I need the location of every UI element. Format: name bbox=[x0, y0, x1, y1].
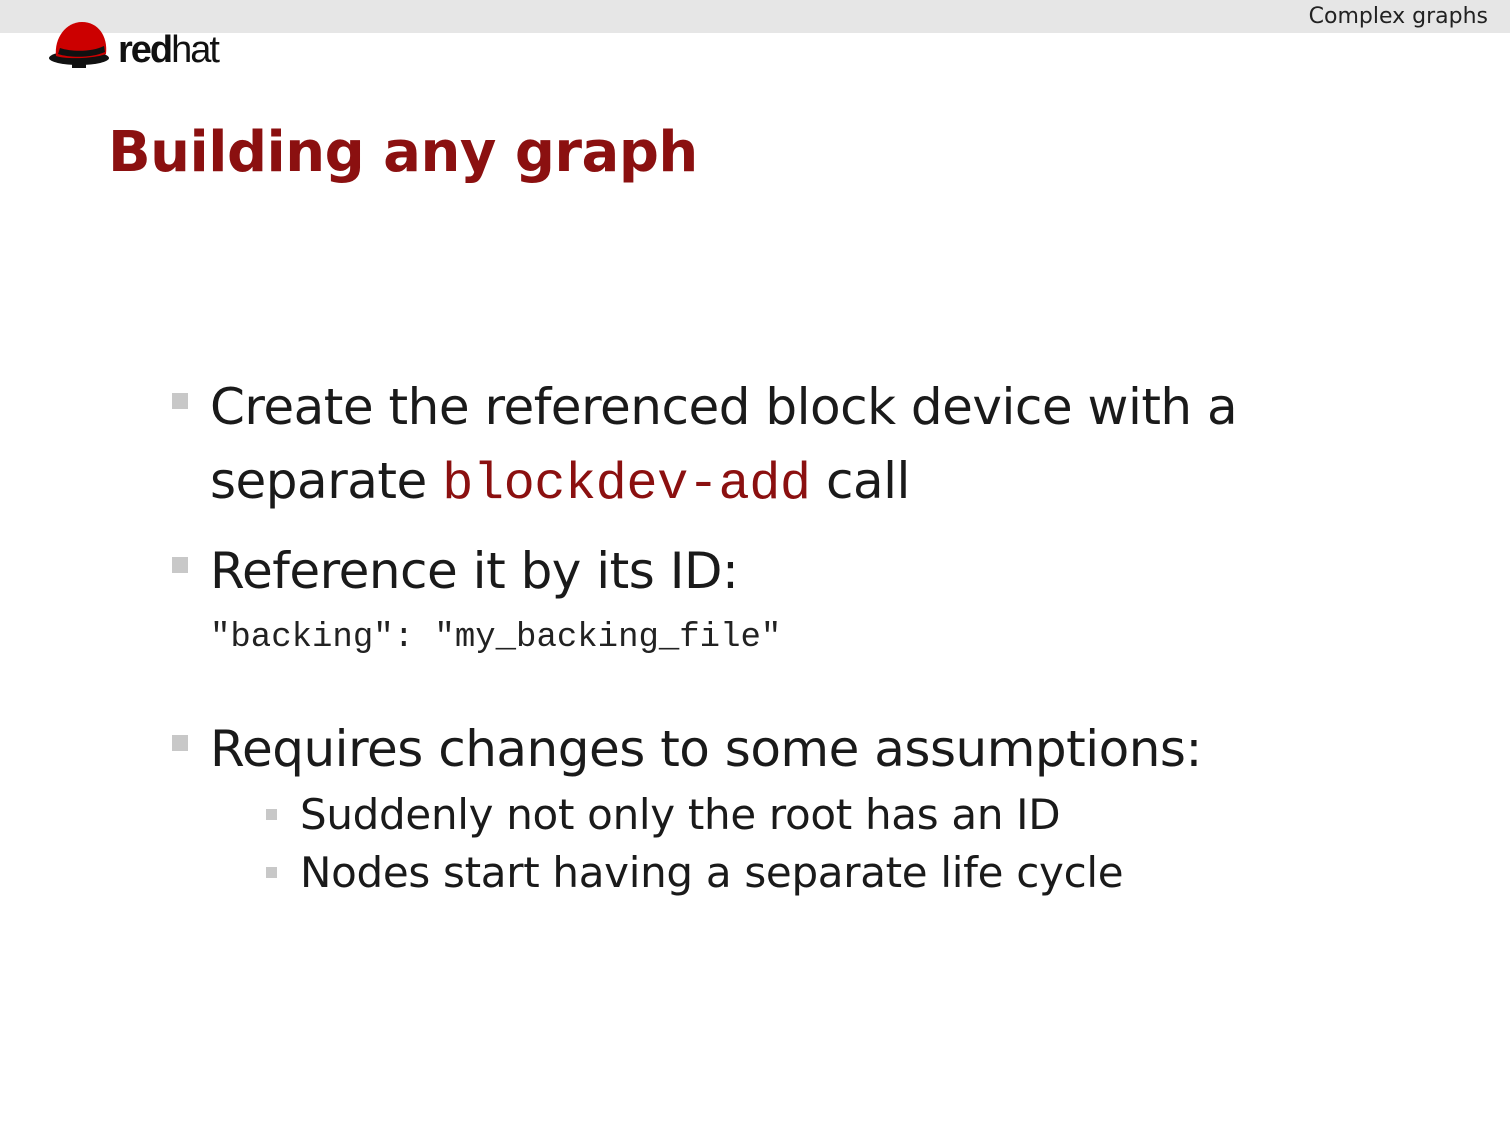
bullet-item bbox=[168, 534, 1368, 608]
bullet-text: Reference it by its ID: bbox=[210, 542, 739, 600]
sub-bullet-text: Nodes start having a separate life cycle bbox=[300, 848, 1124, 897]
slide-content bbox=[168, 370, 1368, 902]
bullet-square-icon bbox=[172, 393, 188, 409]
redhat-logo bbox=[48, 18, 248, 70]
bullet-square-icon bbox=[172, 735, 188, 751]
sub-bullet-square-icon bbox=[266, 809, 277, 820]
inline-code: blockdev-add bbox=[442, 455, 811, 514]
slide-title: Building any graph bbox=[108, 120, 698, 185]
logo-text-bold: red bbox=[118, 29, 172, 71]
sub-bullet-square-icon bbox=[266, 867, 277, 878]
code-line: "backing": "my_backing_file" bbox=[210, 619, 782, 657]
sub-bullet-text: Suddenly not only the root has an ID bbox=[300, 790, 1061, 839]
bullet-item bbox=[168, 712, 1368, 786]
logo-wordmark bbox=[118, 30, 218, 70]
shadowman-hat-icon bbox=[48, 18, 114, 70]
bullet-item bbox=[168, 370, 1368, 522]
bullet-square-icon bbox=[172, 557, 188, 573]
bullet-text: Requires changes to some assumptions: bbox=[210, 720, 1202, 778]
sub-bullet-item bbox=[168, 786, 1368, 844]
bullet-text-tail: call bbox=[810, 452, 910, 510]
section-label: Complex graphs bbox=[1308, 4, 1488, 29]
logo-text-light: hat bbox=[171, 29, 218, 71]
sub-bullet-item bbox=[168, 844, 1368, 902]
bullet-text: Create the referenced block device with a separate bbox=[210, 378, 1238, 510]
